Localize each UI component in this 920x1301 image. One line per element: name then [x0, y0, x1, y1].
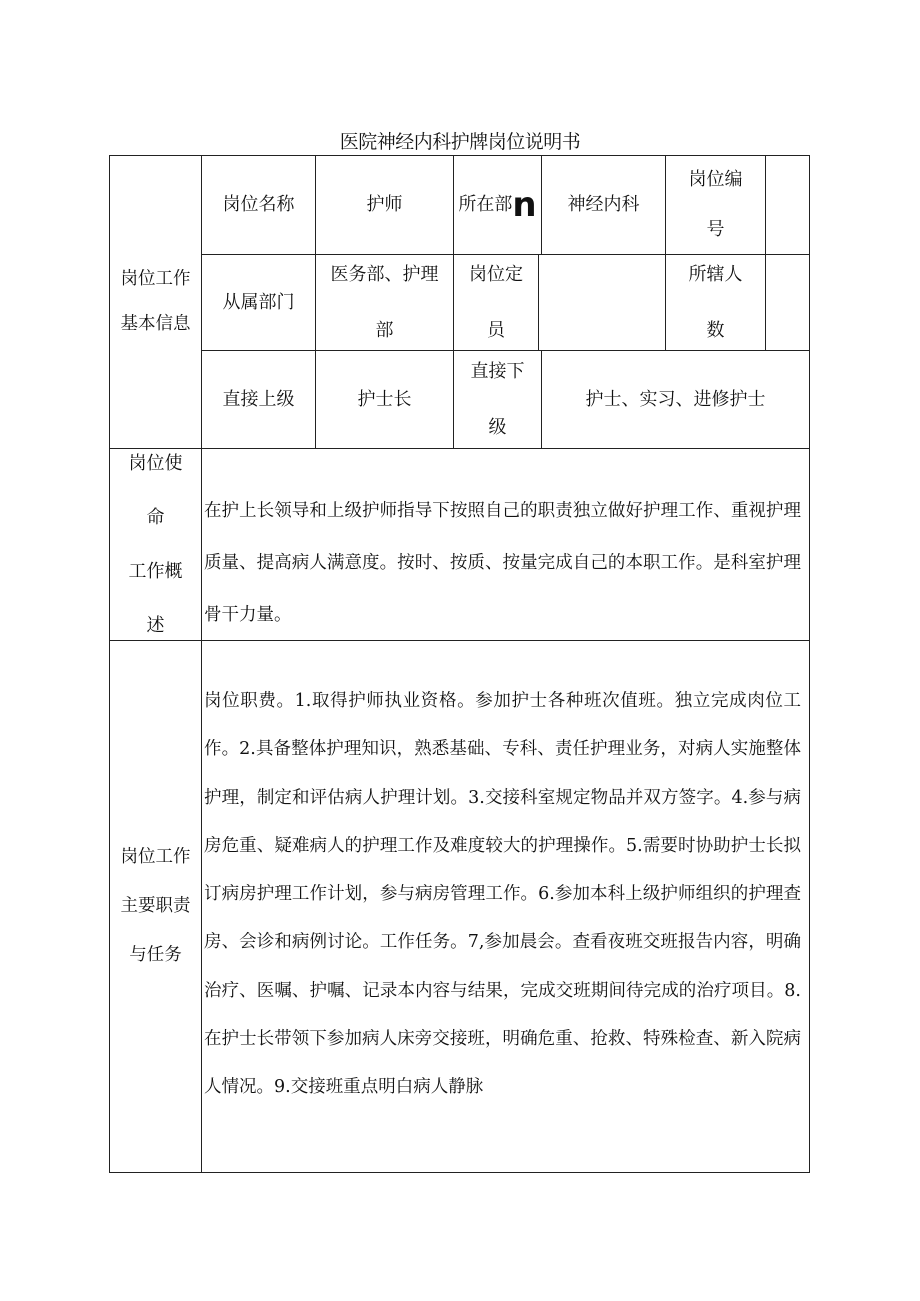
- document-title: 医院神经内科护牌岗位说明书: [339, 131, 581, 153]
- direct-subordinate-value: 护士、实习、进修护士: [585, 388, 766, 410]
- basic-info-section-label: 岗位工作 基本信息: [120, 269, 191, 334]
- direct-superior-label: 直接上级: [222, 388, 295, 410]
- subordinate-count-value: [766, 255, 809, 350]
- direct-subordinate-label: 直接下 级: [470, 360, 525, 438]
- mission-label: 岗位使 命 工作概 述: [128, 452, 183, 636]
- department-label-tail: n: [512, 185, 537, 225]
- position-name-label: 岗位名称: [222, 194, 295, 215]
- affiliation-value: 医务部、护理 部: [330, 263, 439, 341]
- subordinate-count-label: 所辖人 数: [688, 263, 743, 341]
- department-label: 所在部: [458, 194, 513, 215]
- duties-text: 岗位职费。1.取得护师执业资格。参加护士各种班次值班。独立完成肉位工作。2.具备整体护理知识，熟悉基础、专科、责任护理业务，对病人实施整体护理，制定和评估病人护理计划。3.交接科室规定物品并双方签字。4.参与病房危重、疑难病人的护理工作及难度较大的护理操作。5.需要时协助护士长拟订病房护理工作计划，参与病房管理工作。6.参加本科上级护师组织的护理查房、会诊和病例讨论。工作任务。7,参加晨会。查看夜班交班报告内容，明确治疗、医嘱、护嘱、记录本内容与结果，完成交班期间待完成的治疗项目。8.在护士长带领下参加病人床旁交接班，明确危重、抢救、特殊检查、新入院病人情况。9.交接班重点明白病人静脉: [204, 691, 801, 1098]
- department-label-cell: [454, 156, 541, 254]
- direct-superior-value: 护士长: [357, 388, 412, 410]
- position-code-value: [766, 156, 809, 254]
- duties-label: 岗位工作 主要职责 与任务: [120, 847, 191, 965]
- staffing-value: [539, 255, 665, 350]
- position-name-value: 护师: [366, 194, 403, 215]
- position-code-label: 岗位编 号: [688, 169, 743, 240]
- mission-text: 在护上长领导和上级护师指导下按照自己的职责独立做好护理工作、重视护理质量、提高病人满意度。按时、按质、按量完成自己的本职工作。是科室护理骨干力量。: [204, 501, 801, 625]
- department-value: 神经内科: [567, 194, 640, 215]
- staffing-label: 岗位定 员: [469, 263, 523, 341]
- affiliation-label: 从属部门: [222, 291, 295, 313]
